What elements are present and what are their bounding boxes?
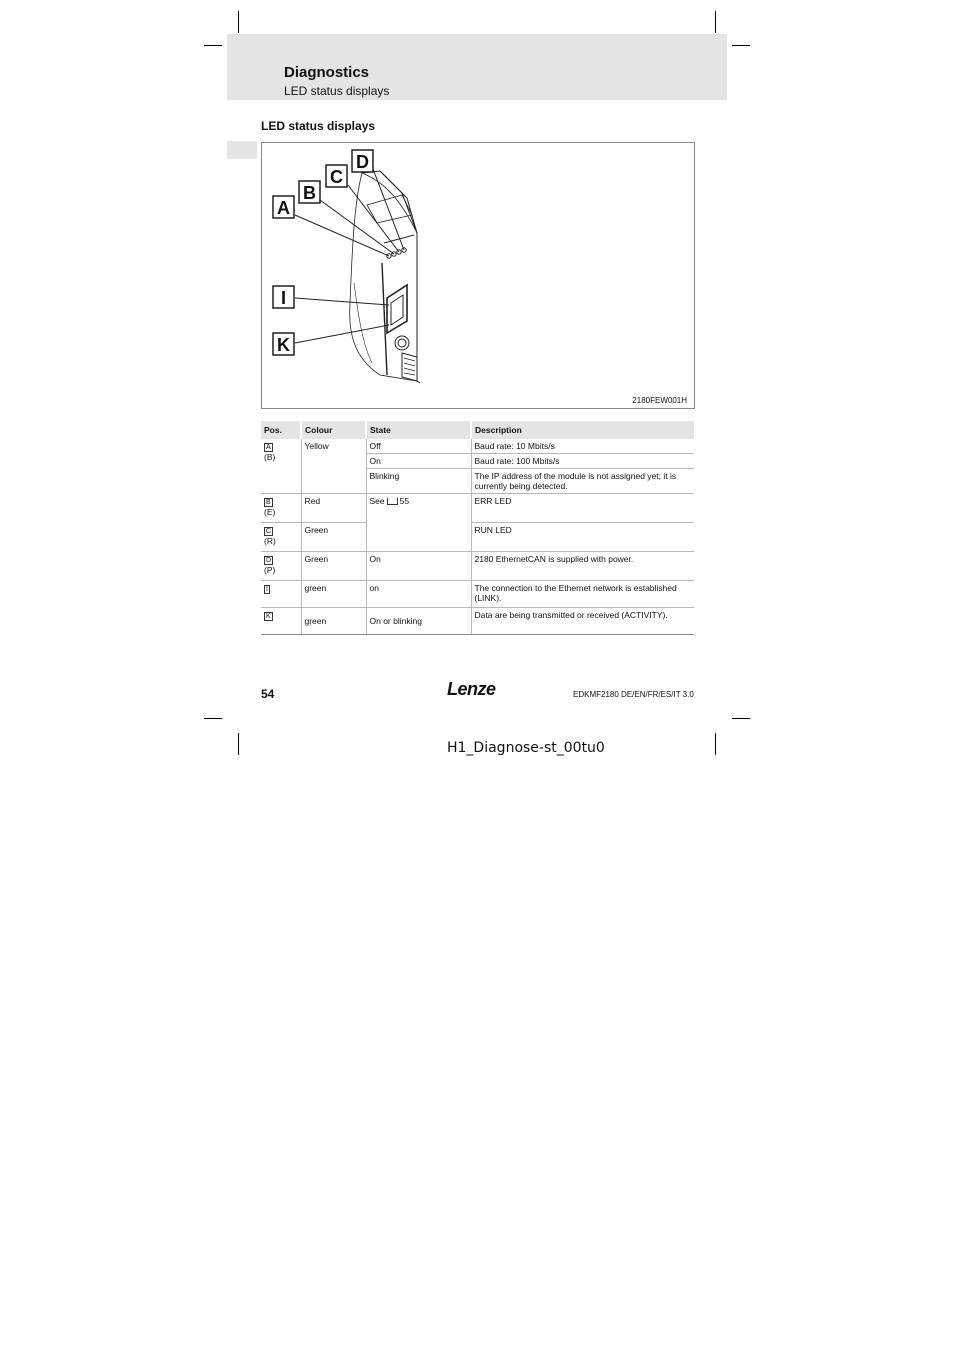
page-title: Diagnostics [284, 64, 370, 81]
pos-cell [261, 523, 301, 552]
callout-d: D [356, 152, 369, 172]
state-cell: On [366, 454, 471, 469]
pos-sub: (R) [264, 536, 276, 546]
side-tab [227, 141, 257, 159]
state-cell: on [366, 581, 471, 608]
table-row [261, 581, 694, 608]
pos-cell [261, 494, 301, 523]
crop-mark [732, 718, 750, 719]
pos-letter: C [266, 528, 272, 535]
pos-cell [261, 439, 301, 494]
pos-sub: (B) [264, 452, 276, 462]
description-cell: RUN LED [471, 523, 694, 552]
led-status-table [261, 421, 694, 635]
table-row [261, 552, 694, 581]
crop-mark [715, 733, 716, 755]
page-number: 54 [261, 687, 275, 701]
description-cell: ERR LED [471, 494, 694, 523]
colour-cell: green [301, 608, 366, 635]
description-cell: Baud rate: 10 Mbits/s [471, 439, 694, 454]
book-icon [387, 498, 398, 505]
section-heading: LED status displays [261, 119, 376, 133]
state-cell: On [366, 552, 471, 581]
table-header-row [261, 421, 694, 439]
pos-sub: (P) [264, 565, 276, 575]
file-label: H1_Diagnose-st_00tu0 [447, 740, 605, 756]
crop-mark [715, 11, 716, 33]
crop-mark [204, 718, 222, 719]
device-drawing [262, 143, 694, 408]
state-cell: Off [366, 439, 471, 454]
page-subtitle: LED status displays [284, 84, 390, 98]
crop-mark [732, 45, 750, 46]
description-cell: The connection to the Ethernet network is established (LINK). [471, 581, 694, 608]
pos-letter: B [266, 499, 271, 506]
callout-a: A [277, 198, 290, 218]
pos-letter: A [266, 444, 271, 451]
description-cell: Data are being transmitted or received (ACTIVITY). [471, 608, 694, 635]
description-cell: 2180 EthernetCAN is supplied with power. [471, 552, 694, 581]
pos-cell [261, 581, 301, 608]
table-row [261, 439, 694, 454]
pos-letter: I [266, 586, 268, 593]
pos-cell [261, 608, 301, 635]
state-see-label: See [369, 496, 385, 506]
state-cell: On or blinking [366, 608, 471, 635]
state-cell: Blinking [366, 469, 471, 494]
description-cell: Baud rate: 100 Mbits/s [471, 454, 694, 469]
col-header-state: State [366, 421, 471, 439]
col-header-colour: Colour [301, 421, 366, 439]
pos-letter: D [266, 557, 272, 564]
pos-cell [261, 552, 301, 581]
crop-mark [204, 45, 222, 46]
document-reference: EDKMF2180 DE/EN/FR/ES/IT 3.0 [573, 690, 694, 699]
colour-cell: Green [301, 523, 366, 552]
col-header-pos: Pos. [261, 421, 301, 439]
table-row [261, 494, 694, 523]
figure-id: 2180FEW001H [632, 396, 687, 405]
brand-logo: Lenze [447, 679, 496, 699]
table-row [261, 523, 694, 552]
crop-mark [238, 733, 239, 755]
description-cell: The IP address of the module is not assigned yet; it is currently being detected. [471, 469, 694, 494]
callout-i: I [280, 288, 287, 308]
table-row [261, 608, 694, 635]
state-cell [366, 494, 471, 552]
colour-cell: Green [301, 552, 366, 581]
pos-sub: (E) [264, 507, 276, 517]
crop-mark [238, 11, 239, 33]
pos-letter: K [266, 613, 271, 620]
colour-cell: Yellow [301, 439, 366, 494]
colour-cell: Red [301, 494, 366, 523]
callout-c: C [330, 167, 343, 187]
col-header-description: Description [471, 421, 694, 439]
colour-cell: green [301, 581, 366, 608]
callout-b: B [303, 183, 316, 203]
callout-k: K [277, 335, 290, 355]
state-page-ref: 55 [399, 496, 410, 506]
device-figure [261, 142, 695, 409]
